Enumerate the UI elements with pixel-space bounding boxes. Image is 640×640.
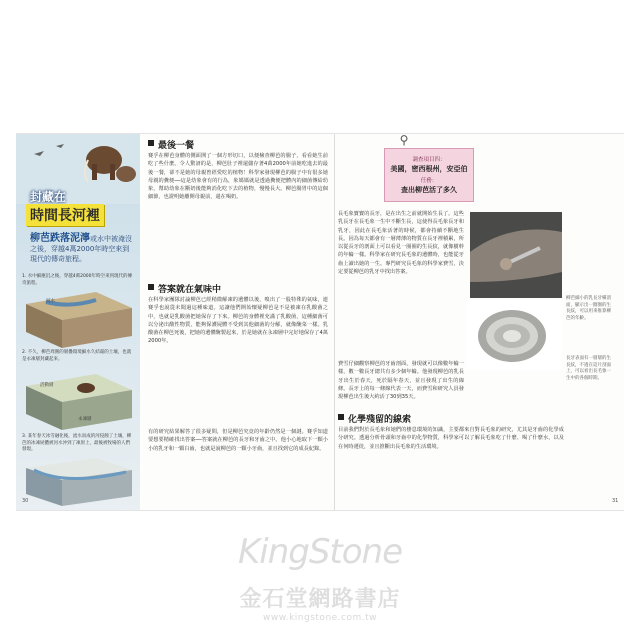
sidebar-caption-3: 3. 某年春天冰雪融化後，流水而成的河侵蝕了土壤，柳芭的冰凍屍體被河水沖到了凍原上，最後被牧場的人們發現。 — [22, 434, 132, 452]
heading-smell-answer: 答案就在氣味中 — [148, 282, 221, 295]
tooth-cut-photo — [470, 212, 562, 298]
sidebar-intro-highlight: 柳芭跌落泥濘 — [30, 233, 90, 244]
heading-chemical-clues: 化學殘留的線索 — [338, 412, 411, 425]
investigation-location: 美國，密西根州，安亞伯 — [390, 165, 468, 173]
sidebar-title-line1: 封藏在 — [30, 190, 67, 204]
paragraph-chemical-clues: 目前我們對於長毛象和她們的棲息環境的知識，主要都來自對長毛象的研究，尤其是牙齒的化學成分研究。透過分析骨頭和牙齒中的化學物質，科學家可以了解長毛象吃了什麼、喝了什麼水，以及在何時遷徙，並且推斷出長毛象的生活環境。 — [338, 427, 564, 450]
ground-label-river: 河水 — [46, 299, 55, 304]
left-text-column — [148, 134, 328, 510]
paragraph-last-meal: 賽孚在柳芭身體的側面開了一個方形切口，以便檢查柳芭的腸子，看看她生前吃了些什麼。令人驚訝的是，柳芭肚子裡還儲存著4萬2000年前她吃進去的最後一餐，卻不是她的母親曾經愛吃的植物！科學家發現柳芭的腸子中有很多她母親的糞便──這是幼象會有的行為，象媽媽就是透過糞便把體內的細菌傳給幼象，幫助幼象在斷奶後能夠消化吃下去的植物，慢慢長大。柳芭腸胃中的這個細節，也證明她離開母親前，還在喝奶。 — [148, 153, 328, 201]
photo-note-2: 長牙表面有一層層的生長紋，不過在這片剖面上，可以看出長毛象一生中的各個時期。 — [566, 356, 611, 381]
ground-label-permafrost: 永凍層 — [78, 417, 92, 422]
task-text: 查出柳芭活了多久 — [401, 186, 457, 194]
ground-label-active-layer: 活動層 — [40, 383, 54, 388]
tusk-cross-section-photo — [466, 300, 562, 370]
task-label: 任務： — [420, 178, 438, 184]
page-gutter — [334, 134, 335, 510]
sidebar-caption-2: 2. 不久，柳芭周圍的層疊環境細水久結霜的土壤，也就是永凍層封藏起來。 — [22, 350, 132, 362]
ground-diagram-1 — [26, 286, 132, 348]
page-number-right: 31 — [612, 498, 619, 504]
paragraph-tusk-growth: 長毛象寶寶的長牙，是在出生之前就開始生長了。這些乳長牙在長毛象一生中不斷生長，這使得長毛象長牙和乳牙，因此在長毛象活著的時候，都會持續不斷地生長。因為每天都會有一層薄薄的物質在長牙裡積累，所以從長牙的剖面上可以看見一圈圈的生長紋，就像樹幹的年輪一樣。科學家在研究長毛象的遺體時，也能從牙齒上讀出她的一生。專門研究長毛象的科學家費雪，決定要從柳芭的乳牙中找出答案。 — [338, 211, 464, 276]
sidebar-caption-1: 1. 水中細塵沉之後，穿越4萬2000年時空來到現代的傳奇旅程。 — [22, 274, 133, 286]
paragraph-smell-answer: 在科學家團隊討論柳芭已經稍微解凍的遺體以後，嗅出了一股特殊的氣味，連賽孚也說從未聞過這種味道。這讓他們開始懷疑柳芭是不是被凍在乳酸菌之中，也就是乳酸菌把她保存了下來。柳芭的身體裡充滿了乳酸菌，這種細菌可以分泌出酸性物質，能夠保護屍體不受到其他細菌的分解，就像醃菜一樣。乳酸菌在柳芭死後，把她的遺體醃製起來，於是她就在永凍層中完好地保存了4萬2000年。 — [148, 297, 328, 345]
watermark-brand: KingStone — [237, 532, 403, 572]
ground-diagram-3 — [26, 456, 132, 506]
illustrated-sidebar — [16, 134, 140, 510]
sidebar-title-line2: 時間長河裡 — [26, 204, 104, 226]
heading-last-meal: 最後一餐 — [148, 138, 194, 151]
magnifier-icon: ⚲ — [399, 133, 409, 147]
investigation-box — [384, 148, 474, 202]
paragraph-tusk-rings: 費雪仔細觀察柳芭的牙齒剖面，發現就可以像數年輪一樣，數一數長牙總共有多少個年輪。他發現柳芭的乳長牙出生於春天，死於隔年春天，並且發現了出生的線條。長牙上的每一條線代表一天，而費雪和研究人員發現柳芭出生後大約活了30到35天。 — [338, 361, 464, 401]
investigation-label: 調查項目四： — [412, 157, 446, 163]
sidebar-intro-text: 或水中被淹沒之後，穿越4萬2000年時空來到現代的傳奇旅程。 — [30, 235, 132, 263]
watermark-chinese: 金石堂網路書店 — [239, 586, 401, 612]
watermark-url: www.kingstone.com.tw — [262, 613, 378, 623]
sidebar-intro — [30, 234, 134, 264]
sidebar-title — [20, 188, 132, 228]
paragraph-age-mystery: 有的研究結果解答了很多疑問，但是柳芭究竟的年齡仍然是一個謎。賽孚知道要想要精確找出答案──答案就在柳芭的長牙和牙齒之中。他小心地取下一顆小小的乳牙和一顆臼齒，也就是說柳芭的一顆小牙齒，並且找到它的成長紀錄。 — [148, 429, 328, 452]
photo-note-1: 柳芭細小的乳長牙橫剖面，顯示出一圈圈的生長紋，可以用來推算柳芭的年齡。 — [566, 296, 611, 321]
page-number-left: 30 — [22, 498, 29, 504]
